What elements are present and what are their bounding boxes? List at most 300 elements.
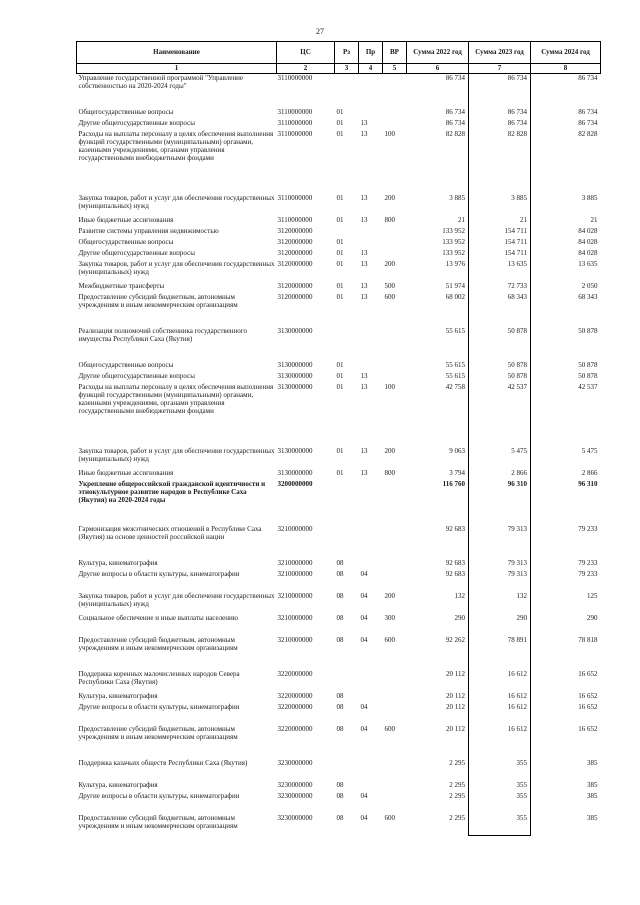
row-sum-2023: 79 313 [469, 525, 531, 559]
row-pr [359, 108, 383, 119]
row-vr [383, 559, 407, 570]
col-number: 3 [335, 64, 359, 74]
row-sum-2022: 132 [454, 591, 465, 600]
col-number: 8 [531, 64, 601, 74]
row-sum-2024: 50 878 [578, 326, 598, 335]
row-name: Иные бюджетные ассигнования [78, 468, 174, 477]
row-cs: 3220000000 [277, 702, 313, 711]
row-pr [359, 670, 383, 692]
row-sum-2023: 86 734 [469, 119, 531, 130]
row-rz: 01 [336, 237, 344, 246]
table-row [77, 238, 601, 249]
table-row [77, 327, 601, 361]
row-name: Другие общегосударственные вопросы [78, 118, 195, 127]
row-pr: 13 [360, 292, 368, 301]
row-rz: 01 [336, 118, 344, 127]
table-row [77, 383, 601, 447]
row-sum-2024: 16 652 [578, 669, 598, 678]
row-name: Поддержка коренных малочисленных народов Севера Республики Саха (Якутия) [78, 669, 240, 686]
row-vr [383, 570, 407, 592]
row-sum-2023: 16 612 [469, 703, 531, 725]
row-name: Межбюджетные трансферты [78, 281, 165, 290]
row-sum-2023: 50 878 [469, 361, 531, 372]
row-sum-2023: 154 711 [469, 227, 531, 238]
row-rz: 01 [336, 360, 344, 369]
row-sum-2023: 96 310 [469, 480, 531, 525]
row-sum-2022: 55 615 [445, 360, 465, 369]
table-row [77, 249, 601, 260]
table-row [77, 636, 601, 670]
row-vr [383, 74, 407, 108]
row-sum-2022: 133 952 [442, 226, 465, 235]
row-cs: 3110000000 [277, 118, 313, 127]
row-vr: 200 [384, 259, 395, 268]
row-pr [359, 361, 383, 372]
row-sum-2022: 3 794 [449, 468, 465, 477]
row-name: Культура, кинематография [78, 558, 158, 567]
row-rz: 08 [336, 569, 344, 578]
row-vr: 500 [384, 281, 395, 290]
row-pr: 04 [360, 635, 368, 644]
table-row [77, 130, 601, 194]
row-sum-2022: 42 758 [445, 382, 465, 391]
row-pr [359, 525, 383, 559]
row-sum-2023: 13 635 [469, 260, 531, 282]
table-row [77, 194, 601, 216]
col-header-2023: Сумма 2023 год [469, 42, 531, 64]
row-sum-2023: 82 828 [469, 130, 531, 194]
row-pr [359, 74, 383, 108]
row-vr: 200 [384, 591, 395, 600]
row-rz: 01 [336, 446, 344, 455]
row-vr [383, 525, 407, 559]
row-sum-2023: 355 [469, 759, 531, 781]
row-cs: 3230000000 [277, 758, 313, 767]
table-row [77, 447, 601, 469]
row-sum-2022: 86 734 [445, 118, 465, 127]
row-rz: 01 [336, 129, 344, 138]
row-pr: 13 [360, 259, 368, 268]
budget-table [76, 41, 601, 836]
row-cs: 3230000000 [277, 813, 313, 822]
row-vr [383, 792, 407, 814]
row-sum-2023: 42 537 [469, 383, 531, 447]
row-vr [383, 119, 407, 130]
row-vr [383, 372, 407, 383]
table-row [77, 614, 601, 636]
row-cs: 3120000000 [277, 281, 313, 290]
row-cs: 3120000000 [277, 248, 313, 257]
row-sum-2024: 125 [587, 591, 598, 600]
row-sum-2024: 42 537 [578, 382, 598, 391]
row-sum-2024: 5 475 [581, 446, 598, 455]
row-rz [335, 525, 359, 559]
col-number: 4 [359, 64, 383, 74]
row-sum-2024: 16 652 [578, 724, 598, 733]
table-row [77, 108, 601, 119]
row-sum-2023: 86 734 [469, 108, 531, 119]
row-rz: 08 [336, 813, 344, 822]
row-sum-2023: 355 [469, 781, 531, 792]
row-sum-2023: 3 885 [469, 194, 531, 216]
row-vr [383, 670, 407, 692]
row-cs: 3110000000 [277, 74, 313, 82]
row-sum-2022: 9 063 [449, 446, 465, 455]
row-pr: 13 [360, 215, 368, 224]
row-sum-2024: 290 [587, 613, 598, 622]
row-sum-2024: 96 310 [578, 479, 598, 488]
row-cs: 3130000000 [277, 371, 313, 380]
table-row [77, 670, 601, 692]
column-number-row [77, 64, 601, 74]
row-rz [335, 759, 359, 781]
row-cs: 3230000000 [277, 791, 313, 800]
table-row [77, 227, 601, 238]
row-sum-2024: 16 652 [578, 691, 598, 700]
col-header-rz: Рз [335, 42, 359, 64]
row-sum-2024: 50 878 [578, 360, 598, 369]
row-name: Укрепление общероссийской гражданской идентичности и этнокультурное развитие народов в Республике Саха (Якутия) на 2020-2024 годы [78, 479, 266, 504]
row-rz: 08 [336, 791, 344, 800]
row-sum-2024: 79 233 [578, 524, 598, 533]
row-rz: 08 [336, 591, 344, 600]
row-vr [383, 692, 407, 703]
row-name: Другие общегосударственные вопросы [78, 371, 195, 380]
table-row [77, 361, 601, 372]
row-rz: 08 [336, 635, 344, 644]
table-row [77, 293, 601, 327]
row-name: Другие вопросы в области культуры, кинематографии [78, 569, 240, 578]
row-sum-2024: 78 818 [578, 635, 598, 644]
row-sum-2022: 20 112 [446, 702, 465, 711]
row-sum-2023: 290 [469, 614, 531, 636]
row-name: Общегосударственные вопросы [78, 237, 174, 246]
row-rz: 01 [336, 371, 344, 380]
row-rz: 08 [336, 613, 344, 622]
row-pr [359, 327, 383, 361]
col-number: 2 [277, 64, 335, 74]
row-rz: 01 [336, 382, 344, 391]
row-sum-2024: 84 028 [578, 248, 598, 257]
row-vr [383, 249, 407, 260]
table-row [77, 74, 601, 108]
header-row [77, 42, 601, 64]
row-sum-2022: 82 828 [445, 129, 465, 138]
row-name: Другие вопросы в области культуры, кинематографии [78, 702, 240, 711]
row-sum-2022: 92 262 [445, 635, 465, 644]
row-name: Предоставление субсидий бюджетным, автономным учреждениям и иным некоммерческим организациям [78, 635, 238, 652]
row-pr: 04 [360, 813, 368, 822]
row-vr: 200 [384, 193, 395, 202]
row-vr: 600 [384, 292, 395, 301]
row-sum-2024: 86 734 [578, 74, 598, 82]
row-sum-2024: 2 866 [581, 468, 598, 477]
row-sum-2022: 21 [458, 215, 465, 224]
row-vr: 600 [384, 724, 395, 733]
row-sum-2024: 385 [587, 813, 598, 822]
row-name: Культура, кинематография [78, 691, 158, 700]
row-rz [335, 670, 359, 692]
row-sum-2023: 79 313 [469, 570, 531, 592]
row-sum-2023: 16 612 [469, 725, 531, 759]
row-sum-2024: 385 [587, 758, 598, 767]
row-pr: 13 [360, 129, 368, 138]
row-sum-2024: 16 652 [578, 702, 598, 711]
row-vr [383, 327, 407, 361]
row-vr [383, 227, 407, 238]
row-sum-2024: 84 028 [578, 226, 598, 235]
row-vr [383, 759, 407, 781]
row-cs: 3210000000 [277, 558, 313, 567]
row-pr: 04 [360, 613, 368, 622]
row-cs: 3130000000 [277, 382, 313, 391]
row-pr: 13 [360, 468, 368, 477]
row-name: Закупка товаров, работ и услуг для обеспечения государственных (муниципальных) нужд [78, 446, 275, 463]
row-cs: 3210000000 [277, 591, 313, 600]
row-cs: 3110000000 [277, 129, 313, 138]
col-header-vr: ВР [383, 42, 407, 64]
row-sum-2023: 154 711 [469, 249, 531, 260]
row-name: Расходы на выплаты персоналу в целях обеспечения выполнения функций государственными (муниципальными) органами, казенными учреждениями, органами управления государственными внебюджетными фондами [78, 382, 274, 415]
col-header-2022: Сумма 2022 год [407, 42, 469, 64]
row-name: Закупка товаров, работ и услуг для обеспечения государственных (муниципальных) нужд [78, 193, 275, 210]
row-sum-2024: 385 [587, 791, 598, 800]
col-header-2024: Сумма 2024 год [531, 42, 601, 64]
row-name: Другие вопросы в области культуры, кинематографии [78, 791, 240, 800]
table-row [77, 260, 601, 282]
row-sum-2022: 2 295 [449, 791, 465, 800]
row-cs: 3210000000 [277, 635, 313, 644]
row-pr [359, 759, 383, 781]
row-sum-2024: 13 635 [578, 259, 598, 268]
row-sum-2024: 82 828 [578, 129, 598, 138]
row-sum-2022: 92 683 [445, 558, 465, 567]
table-row [77, 692, 601, 703]
table-row [77, 814, 601, 836]
row-sum-2023: 78 891 [469, 636, 531, 670]
row-sum-2023: 21 [469, 216, 531, 227]
row-sum-2022: 51 974 [445, 281, 465, 290]
row-rz [335, 327, 359, 361]
table-row [77, 703, 601, 725]
row-sum-2024: 2 050 [581, 281, 598, 290]
row-sum-2022: 86 734 [445, 107, 465, 116]
row-rz: 01 [336, 193, 344, 202]
row-vr [383, 108, 407, 119]
row-vr [383, 238, 407, 249]
table-row [77, 759, 601, 781]
row-name: Предоставление субсидий бюджетным, автономным учреждениям и иным некоммерческим организациям [78, 813, 238, 830]
row-vr: 200 [384, 446, 395, 455]
row-name: Расходы на выплаты персоналу в целях обеспечения выполнения функций государственными (муниципальными) органами, казенными учреждениями, органами управления государственными внебюджетными фондами [78, 129, 274, 162]
row-vr [383, 703, 407, 725]
row-pr: 13 [360, 281, 368, 290]
col-number: 7 [469, 64, 531, 74]
row-rz [335, 480, 359, 525]
row-name: Управление государственной программой "Управление собственностью на 2020-2024 годы" [78, 74, 244, 91]
row-cs: 3230000000 [277, 780, 313, 789]
row-cs: 3130000000 [277, 360, 313, 369]
row-rz: 08 [336, 780, 344, 789]
table-row [77, 725, 601, 759]
row-sum-2023: 86 734 [469, 74, 531, 108]
row-name: Гармонизация межэтнических отношений в Республике Саха (Якутия) на основе ценностей российской нации [78, 524, 262, 541]
table-row [77, 372, 601, 383]
row-sum-2022: 68 002 [445, 292, 465, 301]
row-sum-2022: 13 976 [445, 259, 465, 268]
row-sum-2022: 55 615 [445, 371, 465, 380]
row-name: Реализация полномочий собственника государственного имущества Республики Саха (Якутия) [78, 326, 247, 343]
row-sum-2023: 79 313 [469, 559, 531, 570]
table-row [77, 469, 601, 480]
row-sum-2023: 68 343 [469, 293, 531, 327]
row-rz: 08 [336, 558, 344, 567]
row-cs: 3210000000 [277, 569, 313, 578]
row-vr: 100 [384, 382, 395, 391]
col-number: 1 [77, 64, 277, 74]
row-pr [359, 227, 383, 238]
row-rz: 01 [336, 248, 344, 257]
row-rz: 01 [336, 281, 344, 290]
row-name: Иные бюджетные ассигнования [78, 215, 174, 224]
table-row [77, 480, 601, 525]
row-pr: 13 [360, 382, 368, 391]
col-number: 6 [407, 64, 469, 74]
row-vr: 600 [384, 635, 395, 644]
row-sum-2024: 86 734 [578, 118, 598, 127]
row-sum-2022: 92 683 [445, 569, 465, 578]
row-cs: 3220000000 [277, 669, 313, 678]
row-sum-2022: 3 885 [449, 193, 465, 202]
table-row [77, 592, 601, 614]
row-sum-2024: 21 [590, 215, 598, 224]
row-sum-2022: 2 295 [449, 758, 465, 767]
row-rz: 01 [336, 215, 344, 224]
row-sum-2024: 50 878 [578, 371, 598, 380]
row-sum-2022: 20 112 [446, 724, 465, 733]
row-name: Социальное обеспечение и иные выплаты населению [78, 613, 238, 622]
row-cs: 3120000000 [277, 259, 313, 268]
row-cs: 3220000000 [277, 691, 313, 700]
row-pr: 04 [360, 724, 368, 733]
row-sum-2024: 79 233 [578, 569, 598, 578]
row-sum-2023: 50 878 [469, 327, 531, 361]
table-row [77, 781, 601, 792]
col-number: 5 [383, 64, 407, 74]
row-sum-2024: 385 [587, 780, 598, 789]
row-sum-2023: 355 [469, 814, 531, 836]
row-name: Развитие системы управления недвижимостью [78, 226, 219, 235]
row-pr: 04 [360, 591, 368, 600]
row-vr [383, 781, 407, 792]
row-cs: 3210000000 [277, 613, 313, 622]
row-pr: 13 [360, 193, 368, 202]
table-row [77, 792, 601, 814]
row-rz: 01 [336, 292, 344, 301]
row-rz: 01 [336, 468, 344, 477]
row-sum-2023: 16 612 [469, 692, 531, 703]
row-pr [359, 480, 383, 525]
row-sum-2023: 16 612 [469, 670, 531, 692]
row-sum-2022: 290 [454, 613, 465, 622]
row-name: Поддержка казачьих обществ Республики Саха (Якутия) [78, 758, 248, 767]
row-sum-2022: 133 952 [442, 237, 465, 246]
row-rz: 01 [336, 107, 344, 116]
row-sum-2022: 55 615 [445, 326, 465, 335]
row-sum-2024: 3 885 [581, 193, 598, 202]
table-row [77, 570, 601, 592]
row-pr: 13 [360, 118, 368, 127]
row-sum-2022: 20 112 [446, 691, 465, 700]
row-cs: 3130000000 [277, 446, 313, 455]
row-vr [383, 480, 407, 525]
table-row [77, 525, 601, 559]
row-sum-2023: 72 733 [469, 282, 531, 293]
row-sum-2024: 79 233 [578, 558, 598, 567]
row-pr [359, 238, 383, 249]
table-body [77, 74, 601, 836]
row-sum-2024: 84 028 [578, 237, 598, 246]
row-cs: 3210000000 [277, 524, 313, 533]
row-cs: 3110000000 [277, 193, 313, 202]
row-vr: 300 [384, 613, 395, 622]
row-cs: 3120000000 [277, 292, 313, 301]
row-pr: 04 [360, 569, 368, 578]
row-sum-2023: 5 475 [469, 447, 531, 469]
row-pr: 13 [360, 446, 368, 455]
col-header-cs: ЦС [277, 42, 335, 64]
row-name: Культура, кинематография [78, 780, 158, 789]
row-vr [383, 361, 407, 372]
row-cs: 3110000000 [277, 107, 313, 116]
row-sum-2023: 132 [469, 592, 531, 614]
table-row [77, 559, 601, 570]
row-vr: 800 [384, 468, 395, 477]
row-name: Закупка товаров, работ и услуг для обеспечения государственных (муниципальных) нужд [78, 259, 275, 276]
table-row [77, 282, 601, 293]
row-cs: 3200000000 [277, 479, 313, 488]
row-sum-2023: 154 711 [469, 238, 531, 249]
row-name: Общегосударственные вопросы [78, 360, 174, 369]
row-name: Предоставление субсидий бюджетным, автономным учреждениям и иным некоммерческим организациям [78, 292, 238, 309]
row-name: Другие общегосударственные вопросы [78, 248, 195, 257]
row-sum-2024: 86 734 [578, 107, 598, 116]
row-rz [335, 227, 359, 238]
row-pr [359, 692, 383, 703]
row-pr: 13 [360, 371, 368, 380]
page-number: 27 [316, 27, 324, 36]
row-sum-2022: 133 952 [442, 248, 465, 257]
table-row [77, 119, 601, 130]
row-cs: 3120000000 [277, 237, 313, 246]
row-cs: 3130000000 [277, 468, 313, 477]
row-sum-2022: 2 295 [449, 813, 465, 822]
row-sum-2022: 86 734 [445, 74, 465, 82]
row-sum-2024: 68 343 [578, 292, 598, 301]
row-sum-2023: 2 866 [469, 469, 531, 480]
row-sum-2023: 50 878 [469, 372, 531, 383]
row-rz: 08 [336, 702, 344, 711]
row-name: Предоставление субсидий бюджетным, автономным учреждениям и иным некоммерческим организациям [78, 724, 238, 741]
row-name: Закупка товаров, работ и услуг для обеспечения государственных (муниципальных) нужд [78, 591, 275, 608]
row-pr: 04 [360, 702, 368, 711]
row-sum-2022: 116 760 [442, 479, 465, 488]
row-rz: 01 [336, 259, 344, 268]
row-cs: 3130000000 [277, 326, 313, 335]
row-cs: 3120000000 [277, 226, 313, 235]
table-row [77, 216, 601, 227]
row-cs: 3220000000 [277, 724, 313, 733]
